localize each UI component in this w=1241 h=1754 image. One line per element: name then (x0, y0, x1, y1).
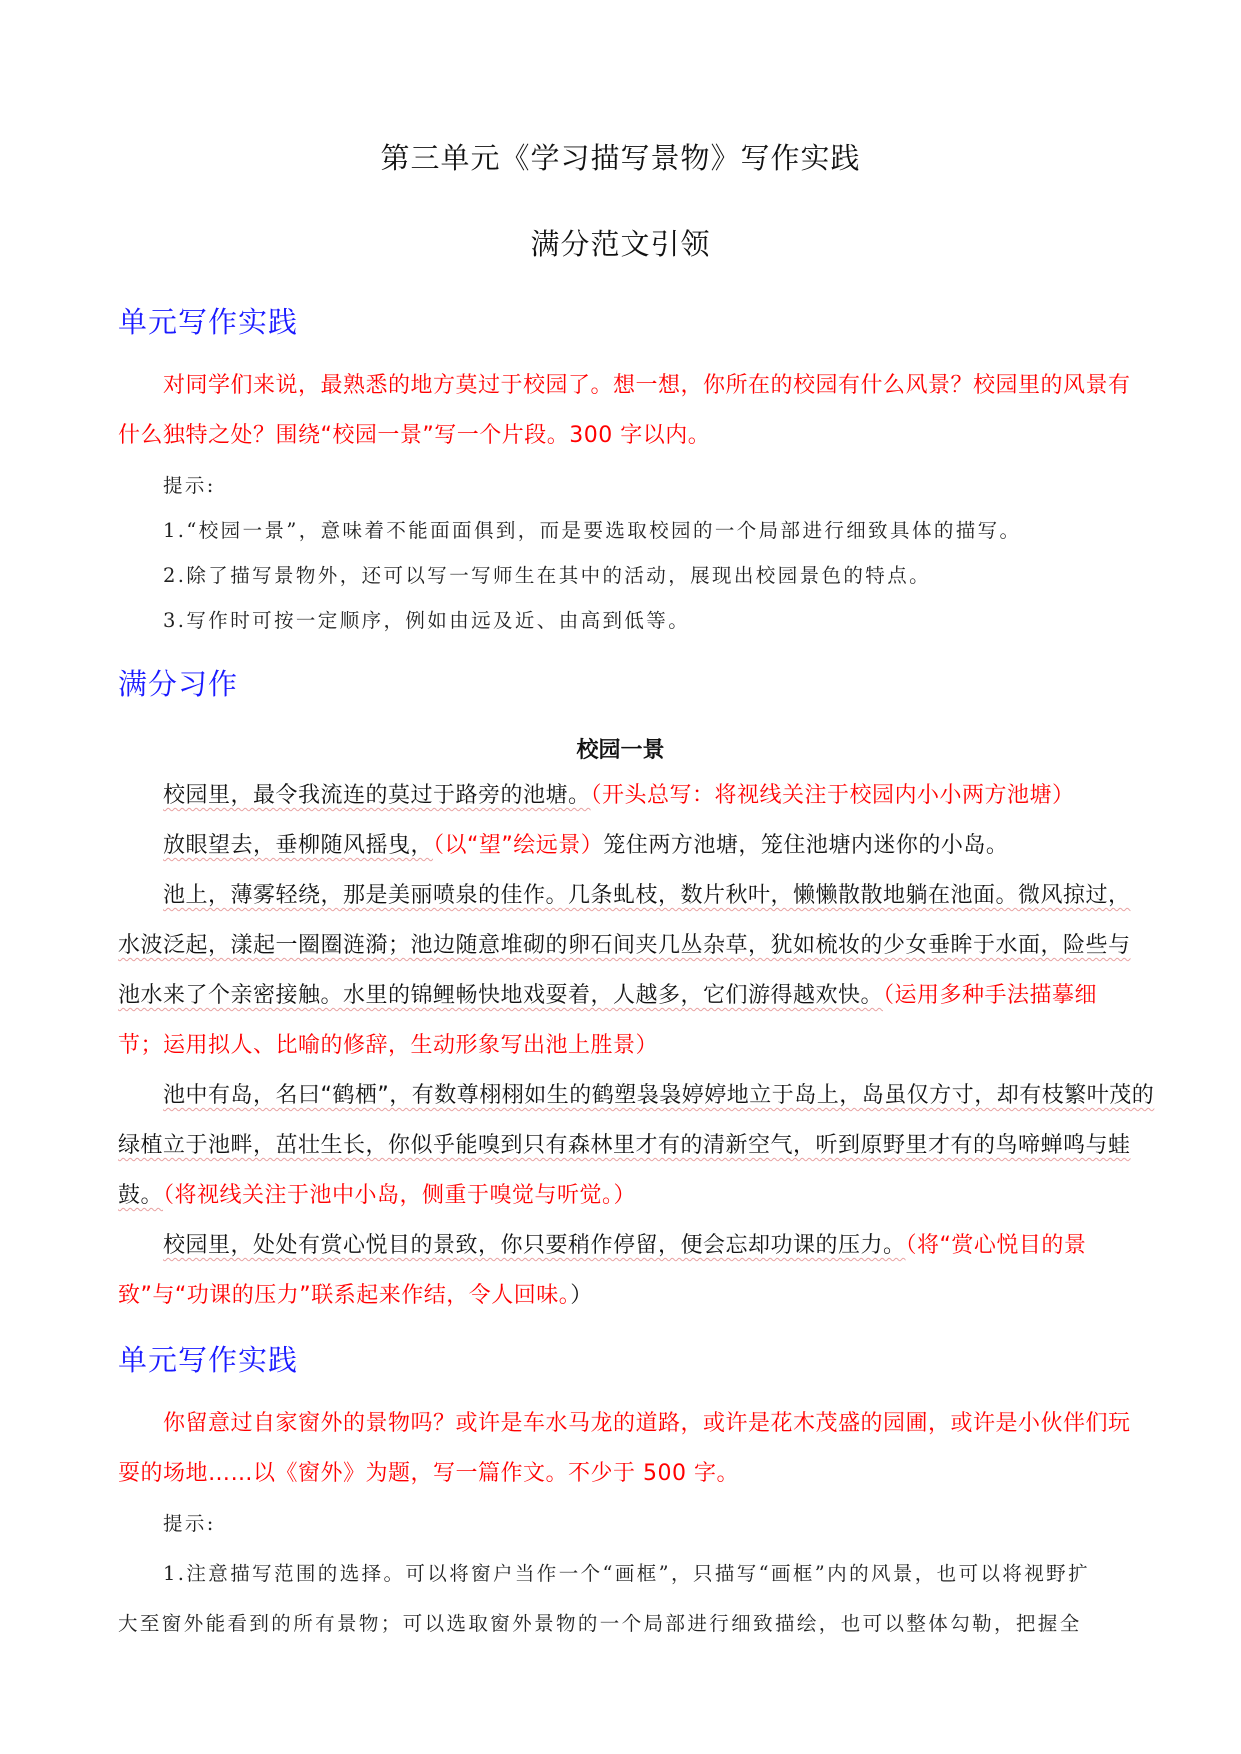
section-heading-essay: 满分习作 (118, 667, 239, 701)
prompt-line: 耍的场地……以《窗外》为题，写一篇作文。不少于 500 字。 (118, 1461, 739, 1486)
essay-paragraph (163, 828, 1173, 859)
annotation: （将视线关注于池中小岛，侧重于嗅觉与听觉。） (163, 1183, 637, 1208)
annotation-line (118, 1278, 1128, 1309)
annotation: （将“赏心悦目的景 (905, 1233, 1087, 1258)
essay-paragraph-line (118, 978, 1128, 1009)
hint-label: 提示: (163, 1512, 216, 1535)
hint-item: 1.“校园一景”，意味着不能面面俱到，而是要选取校园的一个局部进行细致具体的描写。 (163, 519, 1022, 542)
hint-item: 1.注意描写范围的选择。可以将窗户当作一个“画框”，只描写“画框”内的风景，也可以将视野扩 (163, 1562, 1090, 1585)
essay-text: 绿植立于池畔，茁壮生长，你似乎能嗅到只有森林里才有的清新空气，听到原野里才有的鸟啼蝉鸣与蛙 (118, 1133, 1131, 1158)
section-heading-practice: 单元写作实践 (118, 1343, 299, 1377)
annotation: ） (570, 1283, 593, 1308)
essay-text: 池中有岛，名曰“鹤栖”，有数尊栩栩如生的鹤塑袅袅婷婷地立于岛上，岛虽仅方寸，却有枝繁叶茂的 (163, 1083, 1155, 1108)
prompt-line: 对同学们来说，最熟悉的地方莫过于校园了。想一想，你所在的校园有什么风景？校园里的风景有 (163, 373, 1131, 398)
essay-text: 水波泛起，漾起一圈圈涟漪；池边随意堆砌的卵石间夹几丛杂草，犹如梳妆的少女垂眸于水面，险些与 (118, 933, 1131, 958)
essay-paragraph-line (118, 1178, 1128, 1209)
essay-paragraph-line (163, 1078, 1173, 1109)
annotation: （运用多种手法描摹细 (883, 983, 1098, 1008)
essay-paragraph-line (118, 1128, 1131, 1159)
essay-paragraph-line (163, 1228, 1173, 1259)
essay-title: 校园一景 (576, 738, 665, 763)
annotation: 节；运用拟人、比喻的修辞，生动形象写出池上胜景） (118, 1033, 659, 1058)
essay-text: 放眼望去，垂柳随风摇曳， (163, 833, 434, 858)
hint-item: 3.写作时可按一定顺序，例如由远及近、由高到低等。 (163, 609, 691, 632)
section-heading-practice: 单元写作实践 (118, 305, 299, 339)
hint-item: 大至窗外能看到的所有景物；可以选取窗外景物的一个局部进行细致描绘，也可以整体勾勒，把握全 (118, 1612, 1082, 1635)
essay-text: 鼓。 (118, 1183, 164, 1208)
essay-text: 笼住两方池塘，笼住池塘内迷你的小岛。 (603, 833, 1009, 858)
essay-paragraph-line (118, 928, 1131, 959)
essay-text: 池上，薄雾轻绕，那是美丽喷泉的佳作。几条虬枝，数片秋叶，懒懒散散地躺在池面。微风掠过， (163, 883, 1131, 908)
prompt-line: 什么独特之处？围绕“校园一景”写一个片段。300 字以内。 (118, 423, 711, 448)
annotation: （开头总写：将视线关注于校园内小小两方池塘） (590, 783, 1075, 808)
prompt-line: 你留意过自家窗外的景物吗？或许是车水马龙的道路，或许是花木茂盛的园圃，或许是小伙伴们玩 (163, 1411, 1131, 1436)
hint-item: 2.除了描写景物外，还可以写一写师生在其中的活动，展现出校园景色的特点。 (163, 564, 932, 587)
document-title: 第三单元《学习描写景物》写作实践 (380, 141, 861, 175)
essay-text: 池水来了个亲密接触。水里的锦鲤畅快地戏耍着，人越多，它们游得越欢快。 (118, 983, 884, 1008)
essay-paragraph-line (163, 878, 1173, 909)
essay-paragraph (163, 778, 1173, 809)
annotation: （以“望”绘远景） (433, 833, 604, 858)
document-subtitle: 满分范文引领 (530, 227, 711, 261)
essay-text: 校园里，最令我流连的莫过于路旁的池塘。 (163, 783, 591, 808)
hint-label: 提示: (163, 474, 216, 497)
annotation: 致”与“功课的压力”联系起来作结，令人回味。 (118, 1283, 571, 1308)
essay-text: 校园里，处处有赏心悦目的景致，你只要稍作停留，便会忘却功课的压力。 (163, 1233, 906, 1258)
